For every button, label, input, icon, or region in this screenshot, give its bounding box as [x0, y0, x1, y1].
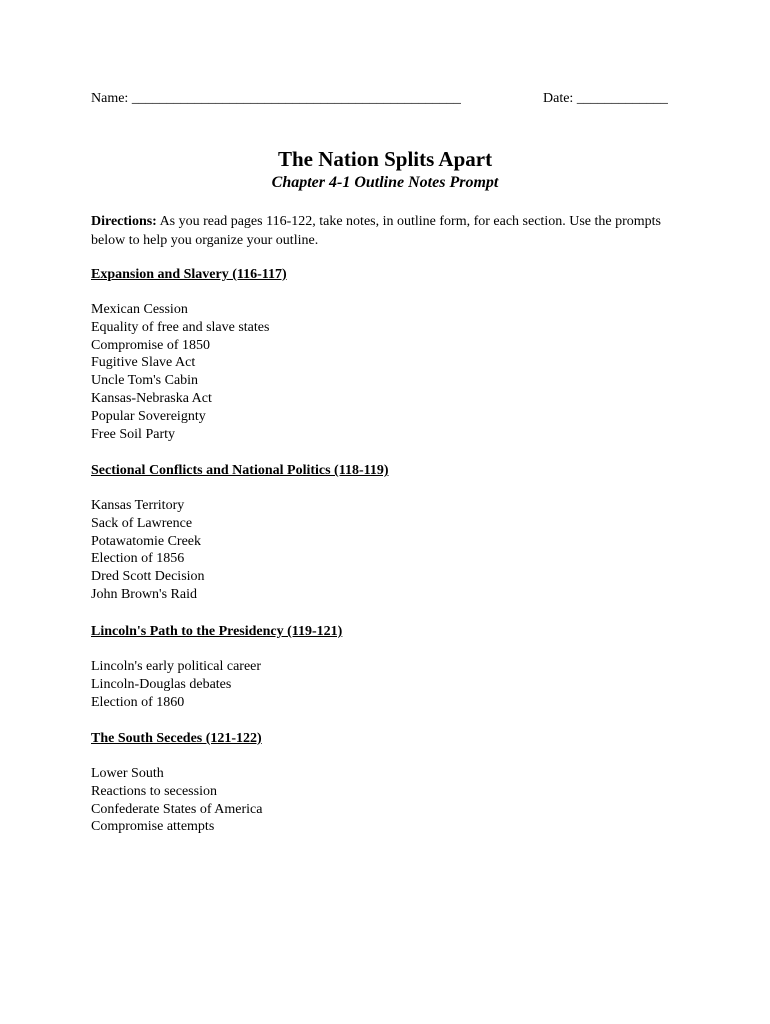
directions-label: Directions: [91, 214, 157, 229]
name-field: Name: _______________________________________________ [91, 91, 461, 106]
list-item: Election of 1856 [91, 551, 185, 567]
list-item: Lower South [91, 766, 164, 781]
section-sectional-conflicts [91, 462, 676, 604]
section-item-list [91, 301, 676, 443]
list-item: Lincoln's early political career [91, 659, 262, 674]
section-item-list [91, 497, 676, 604]
section-expansion-and-slavery [91, 266, 676, 443]
list-item: Potawatomie Creek [91, 533, 202, 549]
list-item: Compromise of 1850 [91, 337, 210, 353]
list-item: Fugitive Slave Act [91, 355, 196, 371]
directions-paragraph [91, 212, 676, 250]
section-item-list [91, 765, 676, 836]
section-heading: The South Secedes (121-122) [91, 731, 262, 746]
section-lincolns-path [91, 623, 676, 711]
section-south-secedes [91, 730, 676, 836]
section-heading: Lincoln's Path to the Presidency (119-121) [91, 624, 343, 639]
date-field: Date: _____________ [543, 91, 668, 106]
page-title: The Nation Splits Apart [277, 147, 493, 171]
list-item: Confederate States of America [91, 801, 263, 817]
list-item: Reactions to secession [91, 783, 217, 799]
list-item: Free Soil Party [91, 426, 175, 442]
list-item: Sack of Lawrence [91, 515, 193, 531]
list-item: Compromise attempts [91, 819, 215, 835]
list-item: Equality of free and slave states [91, 319, 270, 335]
list-item: Dred Scott Decision [91, 569, 205, 585]
list-item: Election of 1860 [91, 694, 185, 710]
list-item: Kansas Territory [91, 498, 185, 513]
header-row [91, 91, 681, 111]
list-item: Lincoln-Douglas debates [91, 676, 232, 692]
list-item: John Brown's Raid [91, 586, 197, 602]
list-item: Popular Sovereignty [91, 408, 206, 424]
list-item: Kansas-Nebraska Act [91, 390, 212, 406]
directions-text: As you read pages 116-122, take notes, in outline form, for each section. Use the prompts below to help you organize your outline. [91, 214, 661, 248]
section-heading: Sectional Conflicts and National Politics (118-119) [91, 463, 389, 478]
list-item: Mexican Cession [91, 302, 188, 317]
list-item: Uncle Tom's Cabin [91, 373, 199, 389]
section-heading: Expansion and Slavery (116-117) [91, 267, 287, 282]
section-item-list [91, 658, 676, 711]
page-subtitle: Chapter 4-1 Outline Notes Prompt [271, 174, 499, 191]
